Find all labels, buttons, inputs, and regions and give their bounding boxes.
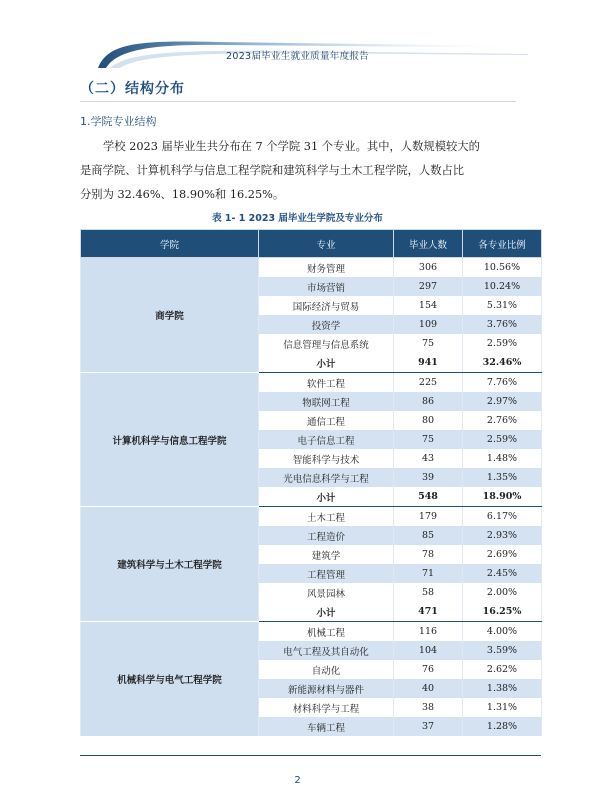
ratio-cell: 2.97% — [463, 392, 542, 411]
ratio-cell: 3.59% — [463, 641, 542, 660]
count-cell: 86 — [394, 392, 463, 411]
major-cell: 机械工程 — [259, 622, 394, 642]
major-cell: 建筑学 — [259, 545, 394, 564]
subtotal-count: 548 — [394, 487, 463, 507]
major-cell: 新能源材料与器件 — [259, 679, 394, 698]
subtotal-label: 小计 — [259, 487, 394, 507]
ratio-cell: 2.62% — [463, 660, 542, 679]
body-paragraph — [80, 135, 516, 207]
ratio-cell: 4.00% — [463, 622, 542, 642]
count-cell: 297 — [394, 277, 463, 296]
table-caption: 表 1- 1 2023 届毕业生学院及专业分布 — [212, 213, 383, 224]
major-cell: 软件工程 — [259, 373, 394, 393]
header-college: 学院 — [81, 230, 259, 258]
major-cell: 物联网工程 — [259, 392, 394, 411]
major-cell: 通信工程 — [259, 411, 394, 430]
header-major: 专业 — [259, 230, 394, 258]
ratio-cell: 10.56% — [463, 258, 542, 278]
subtotal-count: 941 — [394, 353, 463, 373]
ratio-cell: 1.31% — [463, 698, 542, 717]
header-ratio: 各专业比例 — [463, 230, 542, 258]
count-cell: 80 — [394, 411, 463, 430]
count-cell: 75 — [394, 334, 463, 353]
major-cell: 投资学 — [259, 315, 394, 334]
major-cell: 市场营销 — [259, 277, 394, 296]
count-cell: 71 — [394, 564, 463, 583]
table-row — [81, 622, 542, 642]
count-cell: 109 — [394, 315, 463, 334]
major-cell: 电子信息工程 — [259, 430, 394, 449]
count-cell: 43 — [394, 449, 463, 468]
major-cell: 材料科学与工程 — [259, 698, 394, 717]
table-row — [81, 373, 542, 393]
ratio-cell: 1.35% — [463, 468, 542, 487]
count-cell: 76 — [394, 660, 463, 679]
ratio-cell: 2.00% — [463, 583, 542, 602]
count-cell: 78 — [394, 545, 463, 564]
subtotal-ratio: 16.25% — [463, 602, 542, 622]
count-cell: 75 — [394, 430, 463, 449]
ratio-cell: 2.59% — [463, 430, 542, 449]
ratio-cell: 7.76% — [463, 373, 542, 393]
ratio-cell: 1.48% — [463, 449, 542, 468]
table-row — [81, 507, 542, 527]
subtotal-label: 小计 — [259, 353, 394, 373]
major-cell: 光电信息科学与工程 — [259, 468, 394, 487]
ratio-cell: 2.69% — [463, 545, 542, 564]
page-number: 2 — [294, 775, 301, 786]
major-cell: 财务管理 — [259, 258, 394, 278]
major-cell: 工程管理 — [259, 564, 394, 583]
table-row — [81, 258, 542, 278]
count-cell: 179 — [394, 507, 463, 527]
ratio-cell: 5.31% — [463, 296, 542, 315]
count-cell: 58 — [394, 583, 463, 602]
major-cell: 土木工程 — [259, 507, 394, 527]
ratio-cell: 6.17% — [463, 507, 542, 527]
college-cell: 建筑科学与土木工程学院 — [81, 507, 259, 622]
count-cell: 154 — [394, 296, 463, 315]
ratio-cell: 2.93% — [463, 526, 542, 545]
count-cell: 37 — [394, 717, 463, 736]
ratio-cell: 2.59% — [463, 334, 542, 353]
subtotal-ratio: 18.90% — [463, 487, 542, 507]
college-cell: 计算机科学与信息工程学院 — [81, 373, 259, 507]
table-bottom-rule — [80, 755, 541, 756]
count-cell: 104 — [394, 641, 463, 660]
major-cell: 风景园林 — [259, 583, 394, 602]
major-cell: 国际经济与贸易 — [259, 296, 394, 315]
count-cell: 116 — [394, 622, 463, 642]
college-cell: 机械科学与电气工程学院 — [81, 622, 259, 737]
ratio-cell: 2.45% — [463, 564, 542, 583]
major-cell: 电气工程及其自动化 — [259, 641, 394, 660]
paragraph-line: 是商学院、计算机科学与信息工程学院和建筑科学与土木工程学院，人数占比 — [80, 164, 465, 177]
count-cell: 306 — [394, 258, 463, 278]
table-header-row — [81, 230, 542, 258]
section-divider — [80, 101, 516, 102]
ratio-cell: 10.24% — [463, 277, 542, 296]
count-cell: 40 — [394, 679, 463, 698]
major-cell: 车辆工程 — [259, 717, 394, 736]
subsection-title: 1.学院专业结构 — [80, 115, 157, 128]
college-cell: 商学院 — [81, 258, 259, 373]
subtotal-count: 471 — [394, 602, 463, 622]
section-title: （二）结构分布 — [80, 81, 185, 97]
ratio-cell: 2.76% — [463, 411, 542, 430]
ratio-cell: 3.76% — [463, 315, 542, 334]
count-cell: 38 — [394, 698, 463, 717]
subtotal-label: 小计 — [259, 602, 394, 622]
header-count: 毕业人数 — [394, 230, 463, 258]
major-cell: 信息管理与信息系统 — [259, 334, 394, 353]
count-cell: 85 — [394, 526, 463, 545]
paragraph-line: 分别为 32.46%、18.90%和 16.25%。 — [80, 188, 285, 201]
ratio-cell: 1.38% — [463, 679, 542, 698]
paragraph-line: 学校 2023 届毕业生共分布在 7 个学院 31 个专业。其中，人数规模较大的 — [103, 140, 480, 153]
major-cell: 智能科学与技术 — [259, 449, 394, 468]
college-major-table — [80, 229, 542, 737]
major-cell: 工程造价 — [259, 526, 394, 545]
ratio-cell: 1.28% — [463, 717, 542, 736]
count-cell: 225 — [394, 373, 463, 393]
subtotal-ratio: 32.46% — [463, 353, 542, 373]
header-title: 2023届毕业生就业质量年度报告 — [226, 51, 369, 62]
major-cell: 自动化 — [259, 660, 394, 679]
count-cell: 39 — [394, 468, 463, 487]
